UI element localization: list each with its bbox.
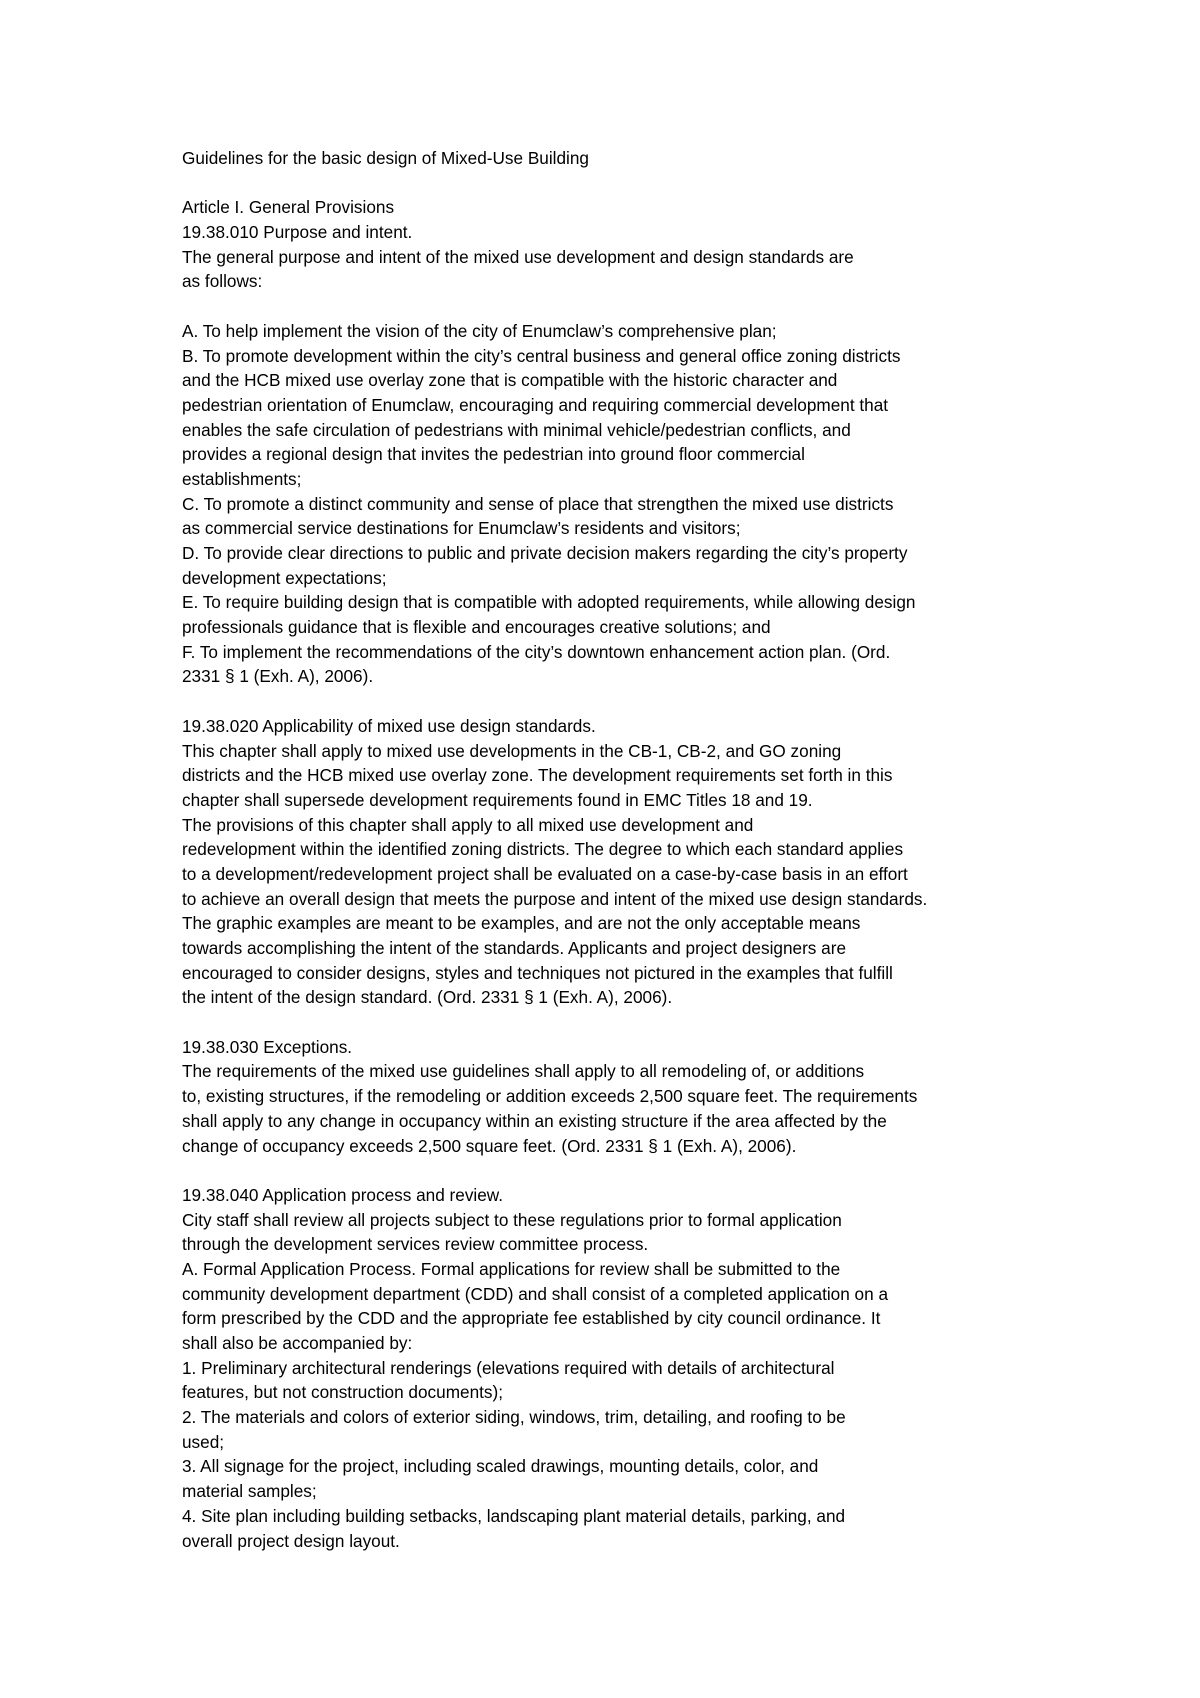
list-item-line: as commercial service destinations for Enumclaw’s residents and visitors;	[182, 518, 741, 539]
article-heading: Article I. General Provisions	[182, 197, 395, 218]
spacer	[182, 1010, 1062, 1035]
paragraph-line: chapter shall supersede development requirements found in EMC Titles 18 and 19.	[182, 789, 813, 810]
spacer	[182, 689, 1062, 714]
list-item-line: professionals guidance that is flexible and encourages creative solutions; and	[182, 617, 771, 638]
section-heading: 19.38.010 Purpose and intent.	[182, 222, 413, 243]
paragraph-line: towards accomplishing the intent of the standards. Applicants and project designers are	[182, 938, 847, 958]
list-item-line: pedestrian orientation of Enumclaw, encouraging and requiring commercial development that	[182, 394, 889, 415]
paragraph-line: redevelopment within the identified zoning districts. The degree to which each standard applies	[182, 839, 904, 860]
paragraph-line: This chapter shall apply to mixed use developments in the CB-1, CB-2, and GO zoning	[182, 740, 842, 761]
document-title: Guidelines for the basic design of Mixed-Use Building	[182, 148, 589, 168]
paragraph-line: as follows:	[182, 271, 263, 292]
paragraph-line: The graphic examples are meant to be examples, and are not the only acceptable means	[182, 913, 861, 934]
list-item-line: E. To require building design that is compatible with adopted requirements, while allowing design	[182, 592, 916, 613]
paragraph-line: to, existing structures, if the remodeling or addition exceeds 2,500 square feet. The requirements	[182, 1086, 918, 1107]
section-030	[182, 1035, 1062, 1158]
list-item-line: enables the safe circulation of pedestrians with minimal vehicle/pedestrian conflicts, and	[182, 419, 851, 440]
document-body	[182, 146, 1062, 1553]
list-item-line: C. To promote a distinct community and sense of place that strengthen the mixed use districts	[182, 493, 894, 514]
list-item-line: 2. The materials and colors of exterior siding, windows, trim, detailing, and roofing to be	[182, 1407, 846, 1428]
list-item-line: development expectations;	[182, 567, 387, 588]
list-item-line: B. To promote development within the city’s central business and general office zoning districts	[182, 345, 901, 366]
paragraph-line: change of occupancy exceeds 2,500 square feet. (Ord. 2331 § 1 (Exh. A), 2006).	[182, 1135, 797, 1156]
paragraph-line: shall also be accompanied by:	[182, 1333, 413, 1353]
list-item-line: features, but not construction documents);	[182, 1382, 504, 1403]
list-item-line: F. To implement the recommendations of the city’s downtown enhancement action plan. (Ord.	[182, 641, 891, 662]
paragraph-line: to a development/redevelopment project shall be evaluated on a case-by-case basis in an effort	[182, 863, 908, 884]
paragraph-line: districts and the HCB mixed use overlay zone. The development requirements set forth in this	[182, 765, 893, 786]
paragraph-line: shall apply to any change in occupancy within an existing structure if the area affected by the	[182, 1110, 887, 1131]
section-heading: 19.38.020 Applicability of mixed use design standards.	[182, 715, 596, 736]
list-item-line: 4. Site plan including building setbacks, landscaping plant material details, parking, and	[182, 1505, 846, 1526]
section-020	[182, 714, 1062, 1010]
spacer	[182, 294, 1062, 319]
list-item-line: D. To provide clear directions to public and private decision makers regarding the city’s property	[182, 543, 908, 563]
list-item-line: 2331 § 1 (Exh. A), 2006).	[182, 666, 374, 687]
paragraph-line: The provisions of this chapter shall apply to all mixed use development and	[182, 814, 754, 835]
list-item-line: material samples;	[182, 1481, 317, 1502]
list-item-line: establishments;	[182, 468, 302, 489]
list-item-line: and the HCB mixed use overlay zone that is compatible with the historic character and	[182, 370, 838, 391]
spacer	[182, 1158, 1062, 1183]
section-010	[182, 220, 1062, 689]
paragraph-line: encouraged to consider designs, styles and techniques not pictured in the examples that fulfill	[182, 962, 893, 983]
list-item-line: A. To help implement the vision of the city of Enumclaw’s comprehensive plan;	[182, 320, 777, 341]
paragraph-line: to achieve an overall design that meets the purpose and intent of the mixed use design standards.	[182, 888, 928, 909]
paragraph-line: The requirements of the mixed use guidelines shall apply to all remodeling of, or additions	[182, 1061, 865, 1082]
list-item-line: 3. All signage for the project, including scaled drawings, mounting details, color, and	[182, 1456, 819, 1477]
paragraph-line: The general purpose and intent of the mixed use development and design standards are	[182, 246, 854, 267]
list-item-line: overall project design layout.	[182, 1530, 400, 1551]
section-heading: 19.38.030 Exceptions.	[182, 1036, 353, 1057]
paragraph-line: community development department (CDD) and shall consist of a completed application on a	[182, 1283, 889, 1304]
list-item-line: used;	[182, 1431, 225, 1452]
spacer	[182, 171, 1062, 196]
section-040	[182, 1183, 1062, 1553]
paragraph-line: form prescribed by the CDD and the appropriate fee established by city council ordinance. It	[182, 1308, 881, 1329]
paragraph-line: the intent of the design standard. (Ord. 2331 § 1 (Exh. A), 2006).	[182, 987, 673, 1008]
section-heading: 19.38.040 Application process and review.	[182, 1184, 504, 1205]
list-item-line: 1. Preliminary architectural renderings (elevations required with details of architectural	[182, 1357, 835, 1378]
list-item-line: provides a regional design that invites the pedestrian into ground floor commercial	[182, 444, 805, 465]
paragraph-line: through the development services review committee process.	[182, 1234, 649, 1255]
paragraph-line: City staff shall review all projects subject to these regulations prior to formal application	[182, 1209, 842, 1230]
paragraph-line: A. Formal Application Process. Formal applications for review shall be submitted to the	[182, 1258, 841, 1279]
